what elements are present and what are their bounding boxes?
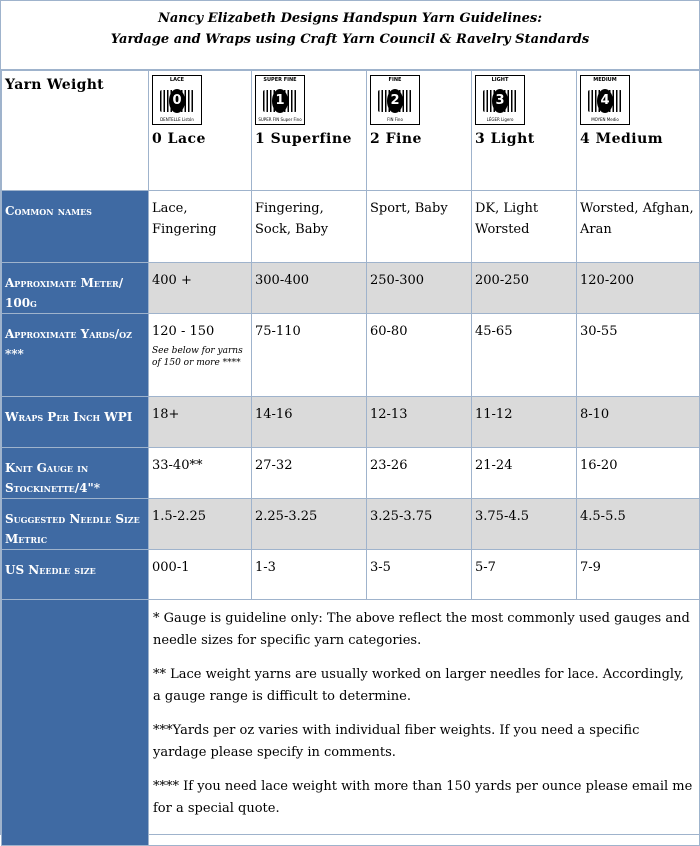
table-cell: 11-12 <box>472 397 577 448</box>
row-label: Approximate Yards/oz *** <box>2 314 149 397</box>
footnote: * Gauge is guideline only: The above reflect the most commonly used gauges and needle sizes for specific yarn categories. <box>153 611 690 648</box>
row-label: Suggested Needle Size Metric <box>2 499 149 550</box>
symbol-number: 1 <box>272 89 288 113</box>
row-label: Approximate Meter/ 100g <box>2 263 149 314</box>
symbol-bottom-label: SUPER FIN Super Fino <box>258 117 302 122</box>
symbol-number: 3 <box>492 89 508 113</box>
table-cell: 000-1 <box>149 550 252 600</box>
footnote: ***Yards per oz varies with individual fiber weights. If you need a specific yardage please specify in comments. <box>153 723 640 760</box>
table-cell: 200-250 <box>472 263 577 314</box>
yarn-weight-symbol-icon <box>255 75 305 125</box>
weight-column-0 <box>149 71 252 191</box>
table-cell: 60-80 <box>367 314 472 397</box>
header-row <box>2 71 700 191</box>
footnote: **** If you need lace weight with more than 150 yards per ounce please email me for a special quote. <box>153 779 693 816</box>
symbol-number: 2 <box>387 89 403 113</box>
yarn-weight-symbol-icon <box>580 75 630 125</box>
symbol-number: 4 <box>597 89 613 113</box>
yarn-weight-table <box>1 70 700 846</box>
symbol-top-label: LACE <box>169 77 185 83</box>
weight-column-1 <box>252 71 367 191</box>
title-line-1: Nancy Elizabeth Designs Handspun Yarn Guidelines: <box>157 11 543 26</box>
symbol-bottom-label: MOYEN Medio <box>591 117 619 122</box>
row-label: Common names <box>2 191 149 263</box>
table-cell: 21-24 <box>472 448 577 499</box>
row-common-names <box>2 191 700 263</box>
table-cell: 16-20 <box>577 448 700 499</box>
row-label: US Needle size <box>2 550 149 600</box>
row-wraps-per-inch <box>2 397 700 448</box>
table-cell: 12-13 <box>367 397 472 448</box>
row-us-needle-size <box>2 550 700 600</box>
table-cell: 75-110 <box>252 314 367 397</box>
symbol-top-label: SUPER FINE <box>263 77 297 83</box>
symbol-bottom-label: FIN Fino <box>387 117 403 122</box>
row-knit-gauge <box>2 448 700 499</box>
row-needle-metric <box>2 499 700 550</box>
weight-name: 4 Medium <box>580 131 664 147</box>
table-cell: 250-300 <box>367 263 472 314</box>
table-cell: 3-5 <box>367 550 472 600</box>
symbol-bottom-label: LÉGER Ligero <box>486 117 514 122</box>
table-cell <box>149 314 252 397</box>
table-cell: Worsted, Afghan, Aran <box>577 191 700 263</box>
symbol-top-label: LIGHT <box>491 77 509 83</box>
yarn-weight-symbol-icon <box>475 75 525 125</box>
table-cell: Sport, Baby <box>367 191 472 263</box>
weight-name: 3 Light <box>475 131 535 147</box>
table-cell: 1-3 <box>252 550 367 600</box>
table-cell: 8-10 <box>577 397 700 448</box>
table-cell: 23-26 <box>367 448 472 499</box>
weight-column-2 <box>367 71 472 191</box>
row-label: Wraps Per Inch WPI <box>2 397 149 448</box>
cell-note: See below for yarns of 150 or more **** <box>152 346 243 368</box>
table-cell: 1.5-2.25 <box>149 499 252 550</box>
symbol-bottom-label: DENTELLE Listón <box>160 117 194 122</box>
notes-row <box>2 600 700 846</box>
footnotes <box>149 600 700 846</box>
symbol-number: 0 <box>169 89 185 113</box>
table-cell: 400 + <box>149 263 252 314</box>
row-label: Knit Gauge in Stockinette/4"* <box>2 448 149 499</box>
title-line-2: Yardage and Wraps using Craft Yarn Council & Ravelry Standards <box>110 32 590 47</box>
symbol-top-label: MEDIUM <box>593 77 617 83</box>
table-cell: 7-9 <box>577 550 700 600</box>
table-cell: 3.25-3.75 <box>367 499 472 550</box>
yarn-weight-header: Yarn Weight <box>2 71 149 191</box>
table-cell: Fingering, Sock, Baby <box>252 191 367 263</box>
weight-column-3 <box>472 71 577 191</box>
table-cell: 33-40** <box>149 448 252 499</box>
table-cell: Lace, Fingering <box>149 191 252 263</box>
weight-name: 0 Lace <box>152 131 206 147</box>
row-meter-per-100g <box>2 263 700 314</box>
cell-value: 120 - 150 <box>152 324 215 339</box>
table-cell: 3.75-4.5 <box>472 499 577 550</box>
symbol-top-label: FINE <box>388 77 402 83</box>
table-cell: 2.25-3.25 <box>252 499 367 550</box>
table-cell: 5-7 <box>472 550 577 600</box>
table-cell: DK, Light Worsted <box>472 191 577 263</box>
table-cell: 45-65 <box>472 314 577 397</box>
weight-name: 1 Superfine <box>255 131 352 147</box>
document-title <box>1 1 699 70</box>
footnote: ** Lace weight yarns are usually worked on larger needles for lace. Accordingly, a gauge range is difficult to determine. <box>153 667 684 704</box>
table-cell: 120-200 <box>577 263 700 314</box>
notes-side-panel <box>2 600 149 846</box>
table-cell: 18+ <box>149 397 252 448</box>
table-cell: 27-32 <box>252 448 367 499</box>
table-cell: 4.5-5.5 <box>577 499 700 550</box>
yarn-weight-symbol-icon <box>370 75 420 125</box>
row-yards-per-oz <box>2 314 700 397</box>
table-cell: 300-400 <box>252 263 367 314</box>
yarn-weight-symbol-icon <box>152 75 202 125</box>
table-cell: 14-16 <box>252 397 367 448</box>
weight-column-4 <box>577 71 700 191</box>
weight-name: 2 Fine <box>370 131 422 147</box>
table-cell: 30-55 <box>577 314 700 397</box>
